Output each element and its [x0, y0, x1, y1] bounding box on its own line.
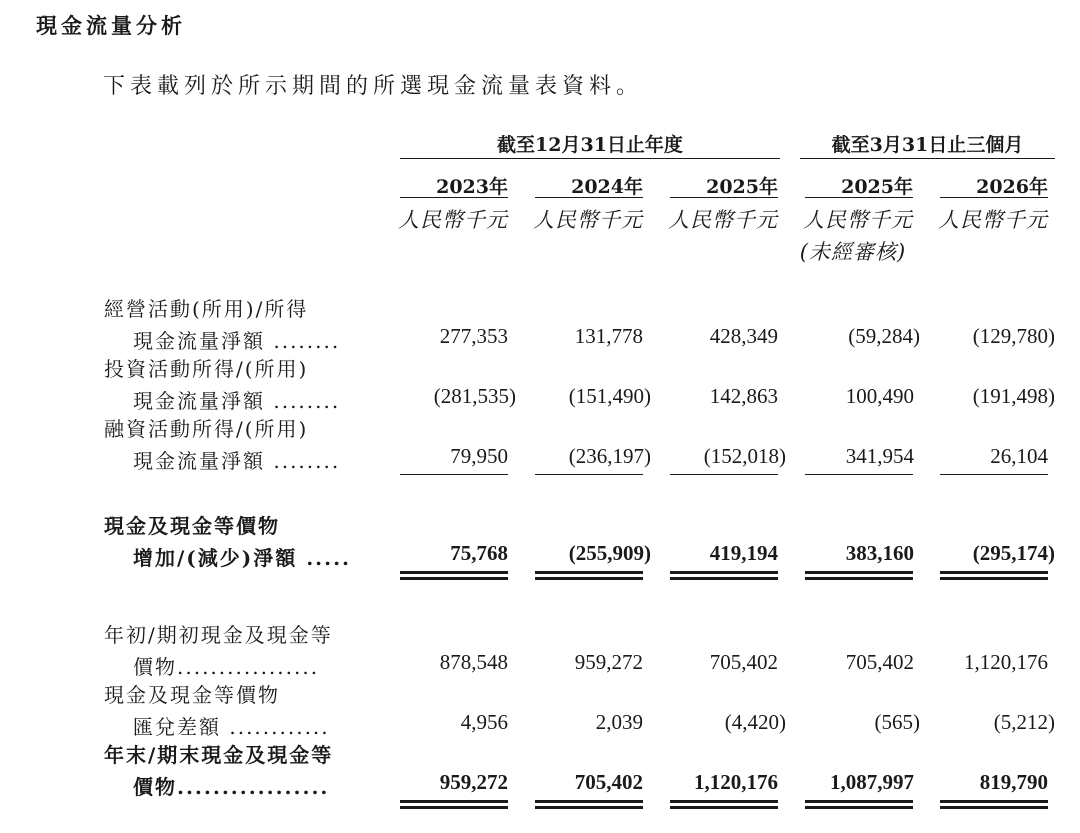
cell-opening-q2026: 1,120,176: [964, 650, 1048, 674]
unaudited-note: (未經審核): [799, 240, 907, 264]
cell-net-change-2025: 419,194: [709, 541, 778, 565]
cell-closing-2025: 1,120,176: [694, 770, 778, 794]
year-rule: [400, 197, 508, 198]
cell-operating-2025: 428,349: [709, 324, 778, 348]
cell-net-change-2024: (255,909): [568, 541, 651, 565]
unit-header: 人民幣千元: [938, 208, 1048, 232]
total-double-rule: [535, 571, 643, 580]
cell-financing-2024: (236,197): [568, 444, 651, 468]
subtotal-rule: [670, 474, 778, 475]
cell-opening-q2025: 705,402: [845, 650, 914, 674]
cell-opening-2023: 878,548: [439, 650, 508, 674]
cell-investing-2023: (281,535): [433, 384, 516, 408]
subtotal-rule: [805, 474, 913, 475]
cell-investing-2024: (151,490): [568, 384, 651, 408]
row-label-financing-cont: 現金流量淨額 ........: [133, 449, 341, 473]
closing-double-rule: [400, 800, 508, 809]
row-label-investing-cont: 現金流量淨額 ........: [133, 389, 341, 413]
cell-investing-2025: 142,863: [709, 384, 778, 408]
row-label-fx-cont: 匯兌差額 ............: [133, 715, 330, 739]
subtotal-rule: [400, 474, 508, 475]
cell-fx-q2026: (5,212): [993, 710, 1055, 734]
cell-operating-2024: 131,778: [574, 324, 643, 348]
group-rule-annual: [400, 158, 780, 159]
year-rule: [670, 197, 778, 198]
cell-operating-q2026: (129,780): [972, 324, 1055, 348]
year-header: 2025年: [706, 176, 778, 198]
cell-financing-2025: (152,018): [703, 444, 786, 468]
year-header: 2025年: [841, 176, 913, 198]
year-rule: [805, 197, 913, 198]
group-header-interim: 截至3月31日止三個月: [831, 134, 1024, 156]
cell-fx-2023: 4,956: [460, 710, 508, 734]
year-header: 2023年: [436, 176, 508, 198]
cell-closing-q2026: 819,790: [979, 770, 1048, 794]
year-rule: [535, 197, 643, 198]
row-label-operating-cont: 現金流量淨額 ........: [133, 329, 341, 353]
row-label-closing-cont: 價物.................: [133, 775, 330, 799]
row-label-fx: 現金及現金等價物: [104, 683, 280, 707]
closing-double-rule: [805, 800, 913, 809]
cell-financing-q2026: 26,104: [990, 444, 1048, 468]
row-label-net-change-cont: 增加/(減少)淨額 .....: [133, 546, 352, 570]
intro-paragraph: 下表載列於所示期間的所選現金流量表資料。: [103, 74, 644, 99]
unit-header: 人民幣千元: [803, 208, 913, 232]
cell-opening-2025: 705,402: [709, 650, 778, 674]
unit-header: 人民幣千元: [668, 208, 778, 232]
cell-fx-2025: (4,420): [724, 710, 786, 734]
year-header: 2026年: [976, 176, 1048, 198]
closing-double-rule: [535, 800, 643, 809]
row-label-financing: 融資活動所得/(所用): [104, 417, 309, 441]
cell-net-change-2023: 75,768: [450, 541, 508, 565]
cell-fx-q2025: (565): [874, 710, 920, 734]
subtotal-rule: [535, 474, 643, 475]
cell-operating-q2025: (59,284): [848, 324, 920, 348]
cell-closing-q2025: 1,087,997: [830, 770, 914, 794]
section-heading: 現金流量分析: [36, 14, 186, 38]
total-double-rule: [400, 571, 508, 580]
cell-fx-2024: 2,039: [595, 710, 643, 734]
row-label-opening: 年初/期初現金及現金等: [104, 623, 333, 647]
cell-opening-2024: 959,272: [574, 650, 643, 674]
subtotal-rule: [940, 474, 1048, 475]
row-label-opening-cont: 價物.................: [133, 655, 320, 679]
cell-financing-q2025: 341,954: [845, 444, 914, 468]
cell-financing-2023: 79,950: [450, 444, 508, 468]
cell-net-change-q2026: (295,174): [972, 541, 1055, 565]
group-header-annual: 截至12月31日止年度: [497, 134, 683, 156]
total-double-rule: [670, 571, 778, 580]
year-header: 2024年: [571, 176, 643, 198]
group-rule-interim: [800, 158, 1055, 159]
unit-header: 人民幣千元: [398, 208, 508, 232]
row-label-operating: 經營活動(所用)/所得: [104, 297, 309, 321]
total-double-rule: [805, 571, 913, 580]
cell-closing-2024: 705,402: [574, 770, 643, 794]
closing-double-rule: [940, 800, 1048, 809]
year-rule: [940, 197, 1048, 198]
row-label-investing: 投資活動所得/(所用): [104, 357, 309, 381]
row-label-net-change: 現金及現金等價物: [104, 514, 280, 538]
total-double-rule: [940, 571, 1048, 580]
unit-header: 人民幣千元: [533, 208, 643, 232]
row-label-closing: 年末/期末現金及現金等: [104, 743, 334, 767]
cell-investing-q2025: 100,490: [845, 384, 914, 408]
cell-closing-2023: 959,272: [439, 770, 508, 794]
closing-double-rule: [670, 800, 778, 809]
cell-operating-2023: 277,353: [439, 324, 508, 348]
cell-net-change-q2025: 383,160: [845, 541, 914, 565]
cell-investing-q2026: (191,498): [972, 384, 1055, 408]
